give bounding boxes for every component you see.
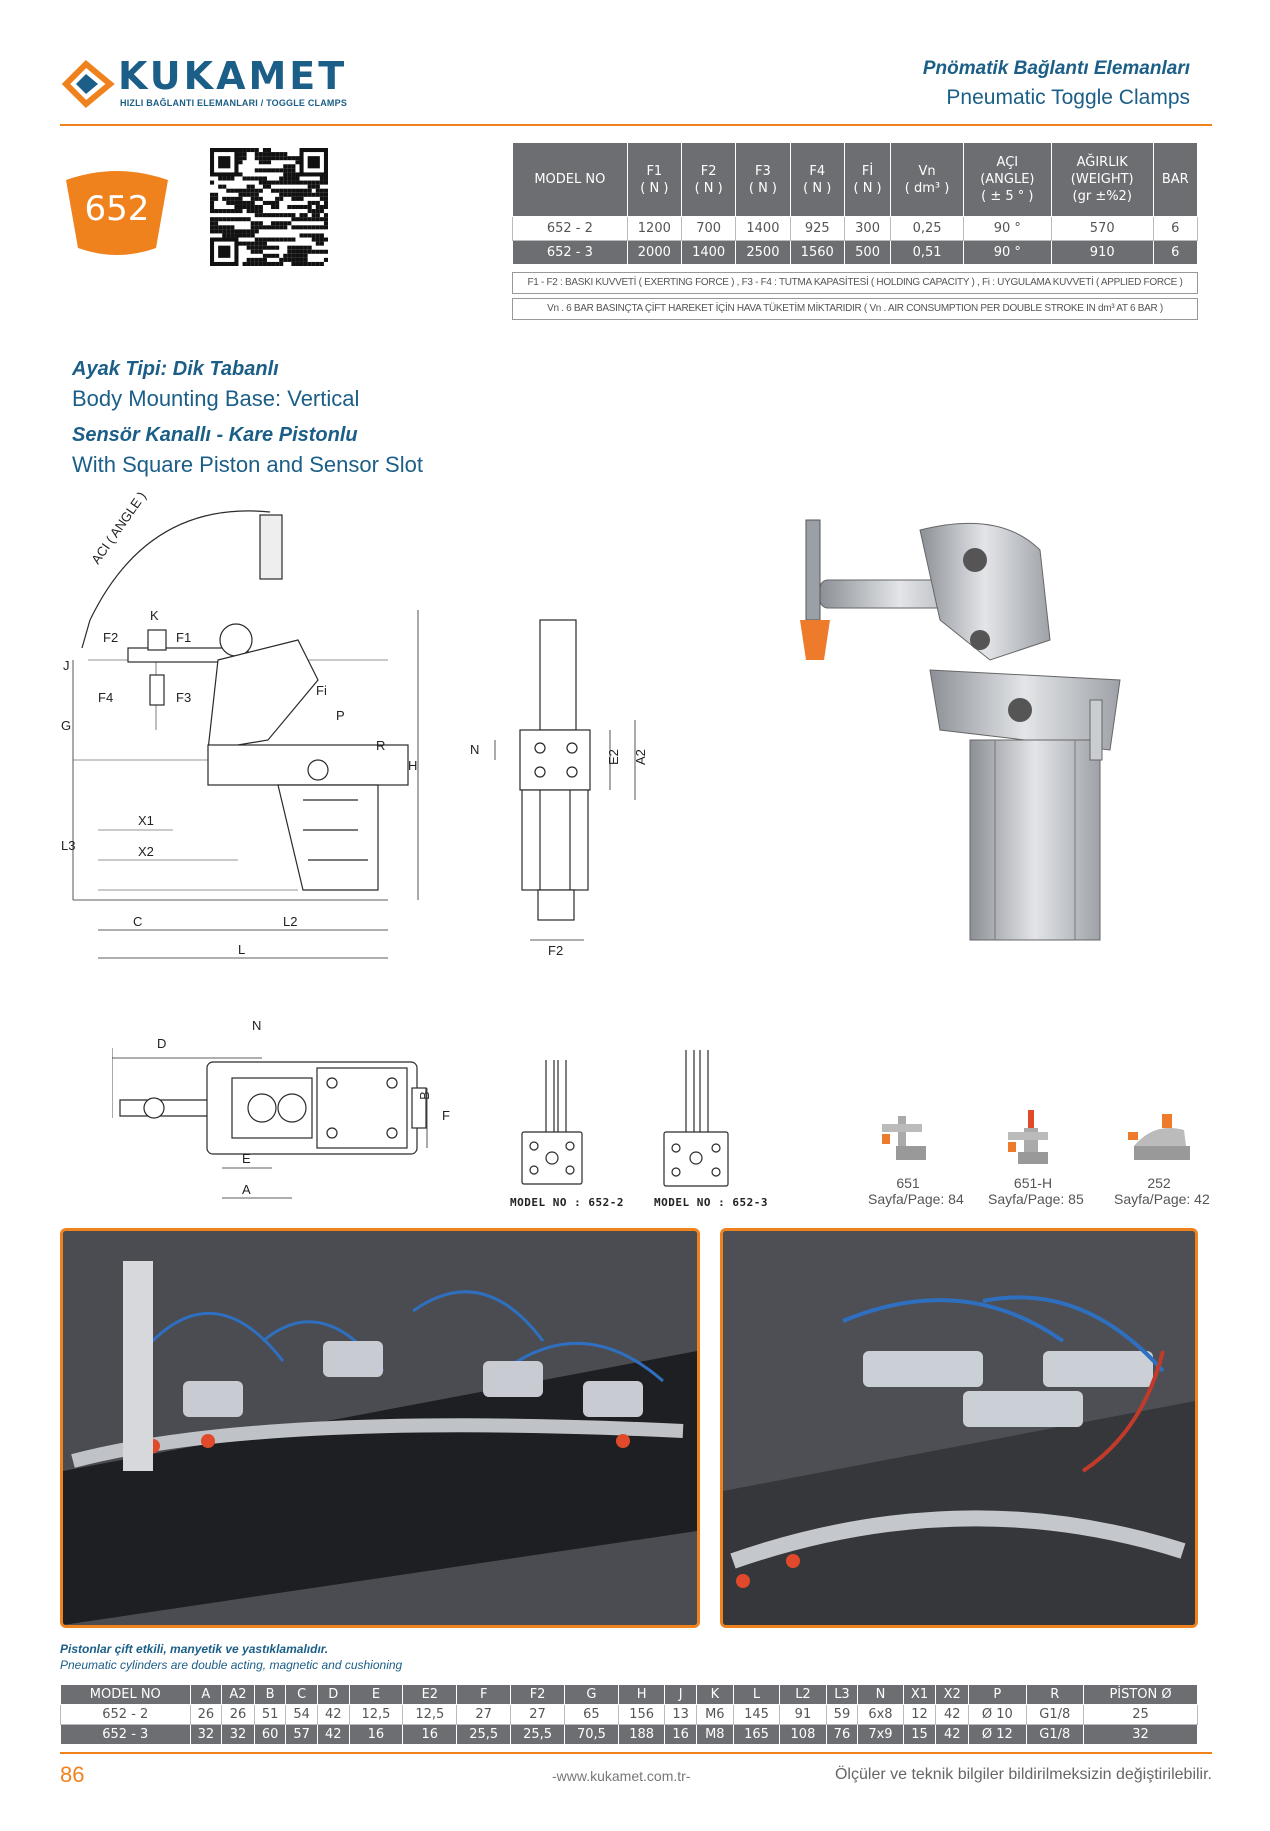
dim-l2: L2: [283, 914, 298, 929]
dim-b: B: [416, 1091, 432, 1100]
dim-g: G: [61, 718, 72, 733]
dim-cell: 54: [286, 1705, 318, 1725]
table-row: [513, 241, 1198, 265]
piston-title-tr: Sensör Kanallı - Kare Pistonlu: [72, 424, 358, 446]
dim-cell: 25: [1084, 1705, 1198, 1725]
dim-header-12: J: [665, 1685, 697, 1705]
spec-cell: 1400: [736, 217, 790, 241]
related-252-page: Sayfa/Page: 42: [1114, 1191, 1210, 1207]
spec-cell: 925: [790, 217, 844, 241]
dim-header-6: E: [349, 1685, 403, 1705]
spec-cell: 1400: [681, 241, 735, 265]
air-consumption-note: Vn . 6 BAR BASINÇTA ÇİFT HAREKET İÇİN HAVA TÜKETİM MİKTARIDIR ( Vn . AIR CONSUMPTION PER DOUBLE STROKE IN dm³ AT 6 BAR ): [512, 298, 1198, 320]
force-note: F1 - F2 : BASKI KUVVETİ ( EXERTING FORCE ) , F3 - F4 : TUTMA KAPASİTESİ ( HOLDING CAPACITY ) , Fi : UYGULAMA KUVVETİ ( APPLIED FORCE ): [512, 272, 1198, 294]
table-row: [61, 1725, 1198, 1745]
fixture-photo-left: [63, 1231, 697, 1625]
dim-k: K: [150, 608, 159, 623]
related-252[interactable]: [1114, 1106, 1210, 1207]
caption-en: Pneumatic cylinders are double acting, magnetic and cushioning: [60, 1658, 403, 1672]
table-row: [61, 1705, 1198, 1725]
dim-cell: 51: [254, 1705, 286, 1725]
dim-cell: 27: [511, 1705, 565, 1725]
spec-cell: 570: [1051, 217, 1153, 241]
dim-header-20: P: [969, 1685, 1026, 1705]
dim-cell: 57: [286, 1725, 318, 1745]
spec-cell: 90 °: [963, 241, 1051, 265]
footer-disclaimer: Ölçüler ve teknik bilgiler bildirilmeksizin değiştirilebilir.: [834, 1766, 1212, 1783]
dim-cell: 12,5: [349, 1705, 403, 1725]
dim-header-14: L: [733, 1685, 779, 1705]
spec-cell: 652 - 3: [513, 241, 628, 265]
dim-l: L: [238, 942, 246, 957]
dim-f4: F4: [98, 690, 114, 705]
spec-header-line: AĞIRLIK: [1076, 155, 1128, 170]
spec-header-8: [1051, 143, 1153, 217]
dim-e: E: [242, 1151, 251, 1166]
dim-cell: 42: [936, 1705, 969, 1725]
related-651h[interactable]: [988, 1106, 1084, 1207]
dim-n-front: N: [470, 742, 480, 757]
spec-header-line: F3: [755, 163, 771, 179]
dim-cell: 42: [936, 1725, 969, 1745]
dim-cell: 26: [190, 1705, 222, 1725]
spec-header-line: Fİ: [861, 163, 874, 179]
caption-tr: Pistonlar çift etkili, manyetik ve yastıklamalıdır.: [60, 1642, 329, 1656]
brand-tagline: HIZLI BAĞLANTI ELEMANLARI / TOGGLE CLAMPS: [120, 98, 348, 108]
dim-h: H: [408, 758, 418, 773]
spec-header-line: ( N ): [694, 180, 723, 196]
dim-cell: 15: [903, 1725, 936, 1745]
spec-cell: 300: [844, 217, 890, 241]
dim-l3: L3: [61, 838, 76, 853]
dim-cell: 165: [733, 1725, 779, 1745]
spec-header-line: ( N ): [640, 180, 669, 196]
spec-header-line: AÇI: [996, 155, 1019, 170]
dim-header-1: A: [190, 1685, 222, 1705]
header-divider: [60, 124, 1212, 126]
product-badge: [62, 162, 172, 258]
dim-header-5: D: [317, 1685, 349, 1705]
dim-cell: 26: [222, 1705, 255, 1725]
dim-header-18: X1: [903, 1685, 936, 1705]
dim-c: C: [133, 914, 143, 929]
header-title-en: Pneumatic Toggle Clamps: [946, 86, 1190, 109]
dim-cell: 91: [780, 1705, 826, 1725]
table-row: [513, 217, 1198, 241]
spec-cell: 652 - 2: [513, 217, 628, 241]
dim-header-8: F: [457, 1685, 511, 1705]
spec-header-4: [790, 143, 844, 217]
dim-cell: 7x9: [858, 1725, 903, 1745]
spec-cell: 1560: [790, 241, 844, 265]
spec-header-line: ( N ): [803, 180, 832, 196]
front-view-drawing: [460, 600, 690, 960]
dim-j: J: [63, 658, 70, 673]
dim-f3: F3: [176, 690, 192, 705]
spec-header-line: F2: [700, 163, 717, 179]
spec-header-line: Vn: [918, 163, 936, 179]
application-photo-left: [60, 1228, 700, 1628]
product-photo: [780, 500, 1180, 950]
spec-header-2: [681, 143, 735, 217]
spec-header-line: F1: [646, 163, 663, 179]
spec-header-0: [513, 143, 628, 217]
dim-header-15: L2: [780, 1685, 826, 1705]
dim-cell: 42: [317, 1725, 349, 1745]
dimension-table: [60, 1684, 1198, 1745]
dim-cell: 60: [254, 1725, 286, 1745]
dim-header-0: MODEL NO: [61, 1685, 191, 1705]
spec-header-line: ( ± 5 ° ): [981, 189, 1034, 204]
spec-header-7: [963, 143, 1051, 217]
dim-cell: 13: [665, 1705, 697, 1725]
brand-name: KUKAMET: [118, 54, 348, 98]
mount-title-en: Body Mounting Base: Vertical: [72, 386, 360, 411]
dim-cell: 16: [349, 1725, 403, 1745]
dim-cell: 188: [618, 1725, 664, 1745]
related-651-code: 651: [896, 1175, 920, 1191]
spec-header-line: MODEL NO: [534, 172, 606, 187]
dim-cell: G1/8: [1026, 1705, 1084, 1725]
dim-header-17: N: [858, 1685, 903, 1705]
dim-cell: 16: [665, 1725, 697, 1745]
footer-url[interactable]: -www.kukamet.com.tr-: [552, 1768, 691, 1784]
top-view-drawing: [112, 1008, 452, 1208]
spec-header-line: ( dm³ ): [904, 180, 950, 196]
dim-cell: 12,5: [403, 1705, 457, 1725]
spec-cell: 0,25: [891, 217, 964, 241]
dim-cell: 6x8: [858, 1705, 903, 1725]
dim-header-4: C: [286, 1685, 318, 1705]
dim-f1: F1: [176, 630, 192, 645]
dim-r: R: [376, 738, 386, 753]
model-652-3-label: MODEL NO : 652-3: [654, 1196, 768, 1209]
dim-n-top: N: [252, 1018, 262, 1033]
model-652-2-label: MODEL NO : 652-2: [510, 1196, 624, 1209]
page-header: [923, 58, 1190, 110]
dim-cell: 156: [618, 1705, 664, 1725]
spec-cell: 700: [681, 217, 735, 241]
dim-cell: 145: [733, 1705, 779, 1725]
dim-cell: 32: [222, 1725, 255, 1745]
dim-header-9: F2: [511, 1685, 565, 1705]
dim-cell: M8: [696, 1725, 733, 1745]
dim-header-10: G: [565, 1685, 619, 1705]
dim-a2: A2: [633, 749, 648, 765]
dim-f2: F2: [103, 630, 119, 645]
dim-cell: 652 - 2: [61, 1705, 191, 1725]
dim-header-3: B: [254, 1685, 286, 1705]
dim-cell: 652 - 3: [61, 1725, 191, 1745]
related-651h-code: 651-H: [1013, 1175, 1053, 1191]
brand-logo: [60, 52, 348, 118]
spec-header-1: [627, 143, 681, 217]
qr-code-icon[interactable]: [210, 148, 328, 266]
dim-cell: 76: [826, 1725, 858, 1745]
spec-cell: 6: [1153, 241, 1197, 265]
dim-cell: 108: [780, 1725, 826, 1745]
piston-title-en: With Square Piston and Sensor Slot: [72, 452, 423, 477]
dim-cell: Ø 10: [969, 1705, 1026, 1725]
dim-cell: M6: [696, 1705, 733, 1725]
dim-cell: G1/8: [1026, 1725, 1084, 1745]
header-title-tr: Pnömatik Bağlantı Elemanları: [922, 58, 1190, 79]
dim-header-22: PİSTON Ø: [1084, 1685, 1198, 1705]
dim-header-2: A2: [222, 1685, 255, 1705]
clamp-252-thumb-icon: [1114, 1106, 1204, 1170]
spec-header-line: (ANGLE): [980, 172, 1035, 187]
spec-cell: 500: [844, 241, 890, 265]
model-652-3-drawing: [656, 1040, 736, 1190]
dim-cell: 42: [317, 1705, 349, 1725]
dim-x1: X1: [138, 813, 154, 828]
dim-fi: Fi: [316, 683, 327, 698]
spec-cell: 1200: [627, 217, 681, 241]
dim-cell: 70,5: [565, 1725, 619, 1745]
kukamet-logo-icon: [60, 58, 116, 110]
spec-header-9: [1153, 143, 1197, 217]
dim-f2-front: F2: [548, 943, 564, 958]
dim-header-11: H: [618, 1685, 664, 1705]
dim-cell: Ø 12: [969, 1725, 1026, 1745]
dim-e2: E2: [606, 749, 621, 765]
dim-cell: 12: [903, 1705, 936, 1725]
spec-header-3: [736, 143, 790, 217]
spec-cell: 0,51: [891, 241, 964, 265]
spec-cell: 2500: [736, 241, 790, 265]
clamp-651-thumb-icon: [868, 1106, 948, 1170]
dim-header-7: E2: [403, 1685, 457, 1705]
dim-header-19: X2: [936, 1685, 969, 1705]
spec-cell: 90 °: [963, 217, 1051, 241]
side-view-drawing: [58, 480, 458, 980]
related-651[interactable]: [868, 1106, 964, 1207]
spec-cell: 6: [1153, 217, 1197, 241]
mount-title-tr: Ayak Tipi: Dik Tabanlı: [72, 358, 279, 380]
dim-p: P: [336, 708, 345, 723]
footer-divider: [60, 1752, 1212, 1754]
spec-header-6: [891, 143, 964, 217]
angle-label: ACI ( ANGLE ): [88, 488, 149, 567]
spec-header-line: (WEIGHT): [1070, 172, 1134, 187]
spec-header-line: (gr ±%2): [1072, 189, 1132, 204]
spec-header-line: BAR: [1161, 172, 1189, 187]
model-652-2-drawing: [512, 1040, 592, 1190]
dim-header-13: K: [696, 1685, 733, 1705]
dim-a: A: [242, 1182, 251, 1197]
dim-f-top: F: [442, 1108, 450, 1123]
fixture-photo-right: [723, 1231, 1195, 1625]
dim-header-16: L3: [826, 1685, 858, 1705]
dim-cell: 25,5: [511, 1725, 565, 1745]
dim-cell: 25,5: [457, 1725, 511, 1745]
spec-header-line: ( N ): [853, 180, 882, 196]
clamp-651h-thumb-icon: [988, 1106, 1078, 1170]
dim-cell: 59: [826, 1705, 858, 1725]
dim-d: D: [157, 1036, 167, 1051]
spec-header-line: F4: [809, 163, 826, 179]
dim-cell: 65: [565, 1705, 619, 1725]
dim-cell: 16: [403, 1725, 457, 1745]
related-651-page: Sayfa/Page: 84: [868, 1191, 964, 1207]
related-252-code: 252: [1147, 1175, 1171, 1191]
spec-header-line: ( N ): [748, 180, 777, 196]
dim-cell: 27: [457, 1705, 511, 1725]
application-photo-right: [720, 1228, 1198, 1628]
dim-header-21: R: [1026, 1685, 1084, 1705]
spec-header-5: [844, 143, 890, 217]
page-number: 86: [60, 1762, 85, 1787]
spec-table: [512, 142, 1198, 265]
spec-cell: 910: [1051, 241, 1153, 265]
dim-cell: 32: [1084, 1725, 1198, 1745]
product-code: 652: [84, 189, 150, 229]
dim-cell: 32: [190, 1725, 222, 1745]
spec-cell: 2000: [627, 241, 681, 265]
related-651h-page: Sayfa/Page: 85: [988, 1191, 1084, 1207]
dim-x2: X2: [138, 844, 154, 859]
